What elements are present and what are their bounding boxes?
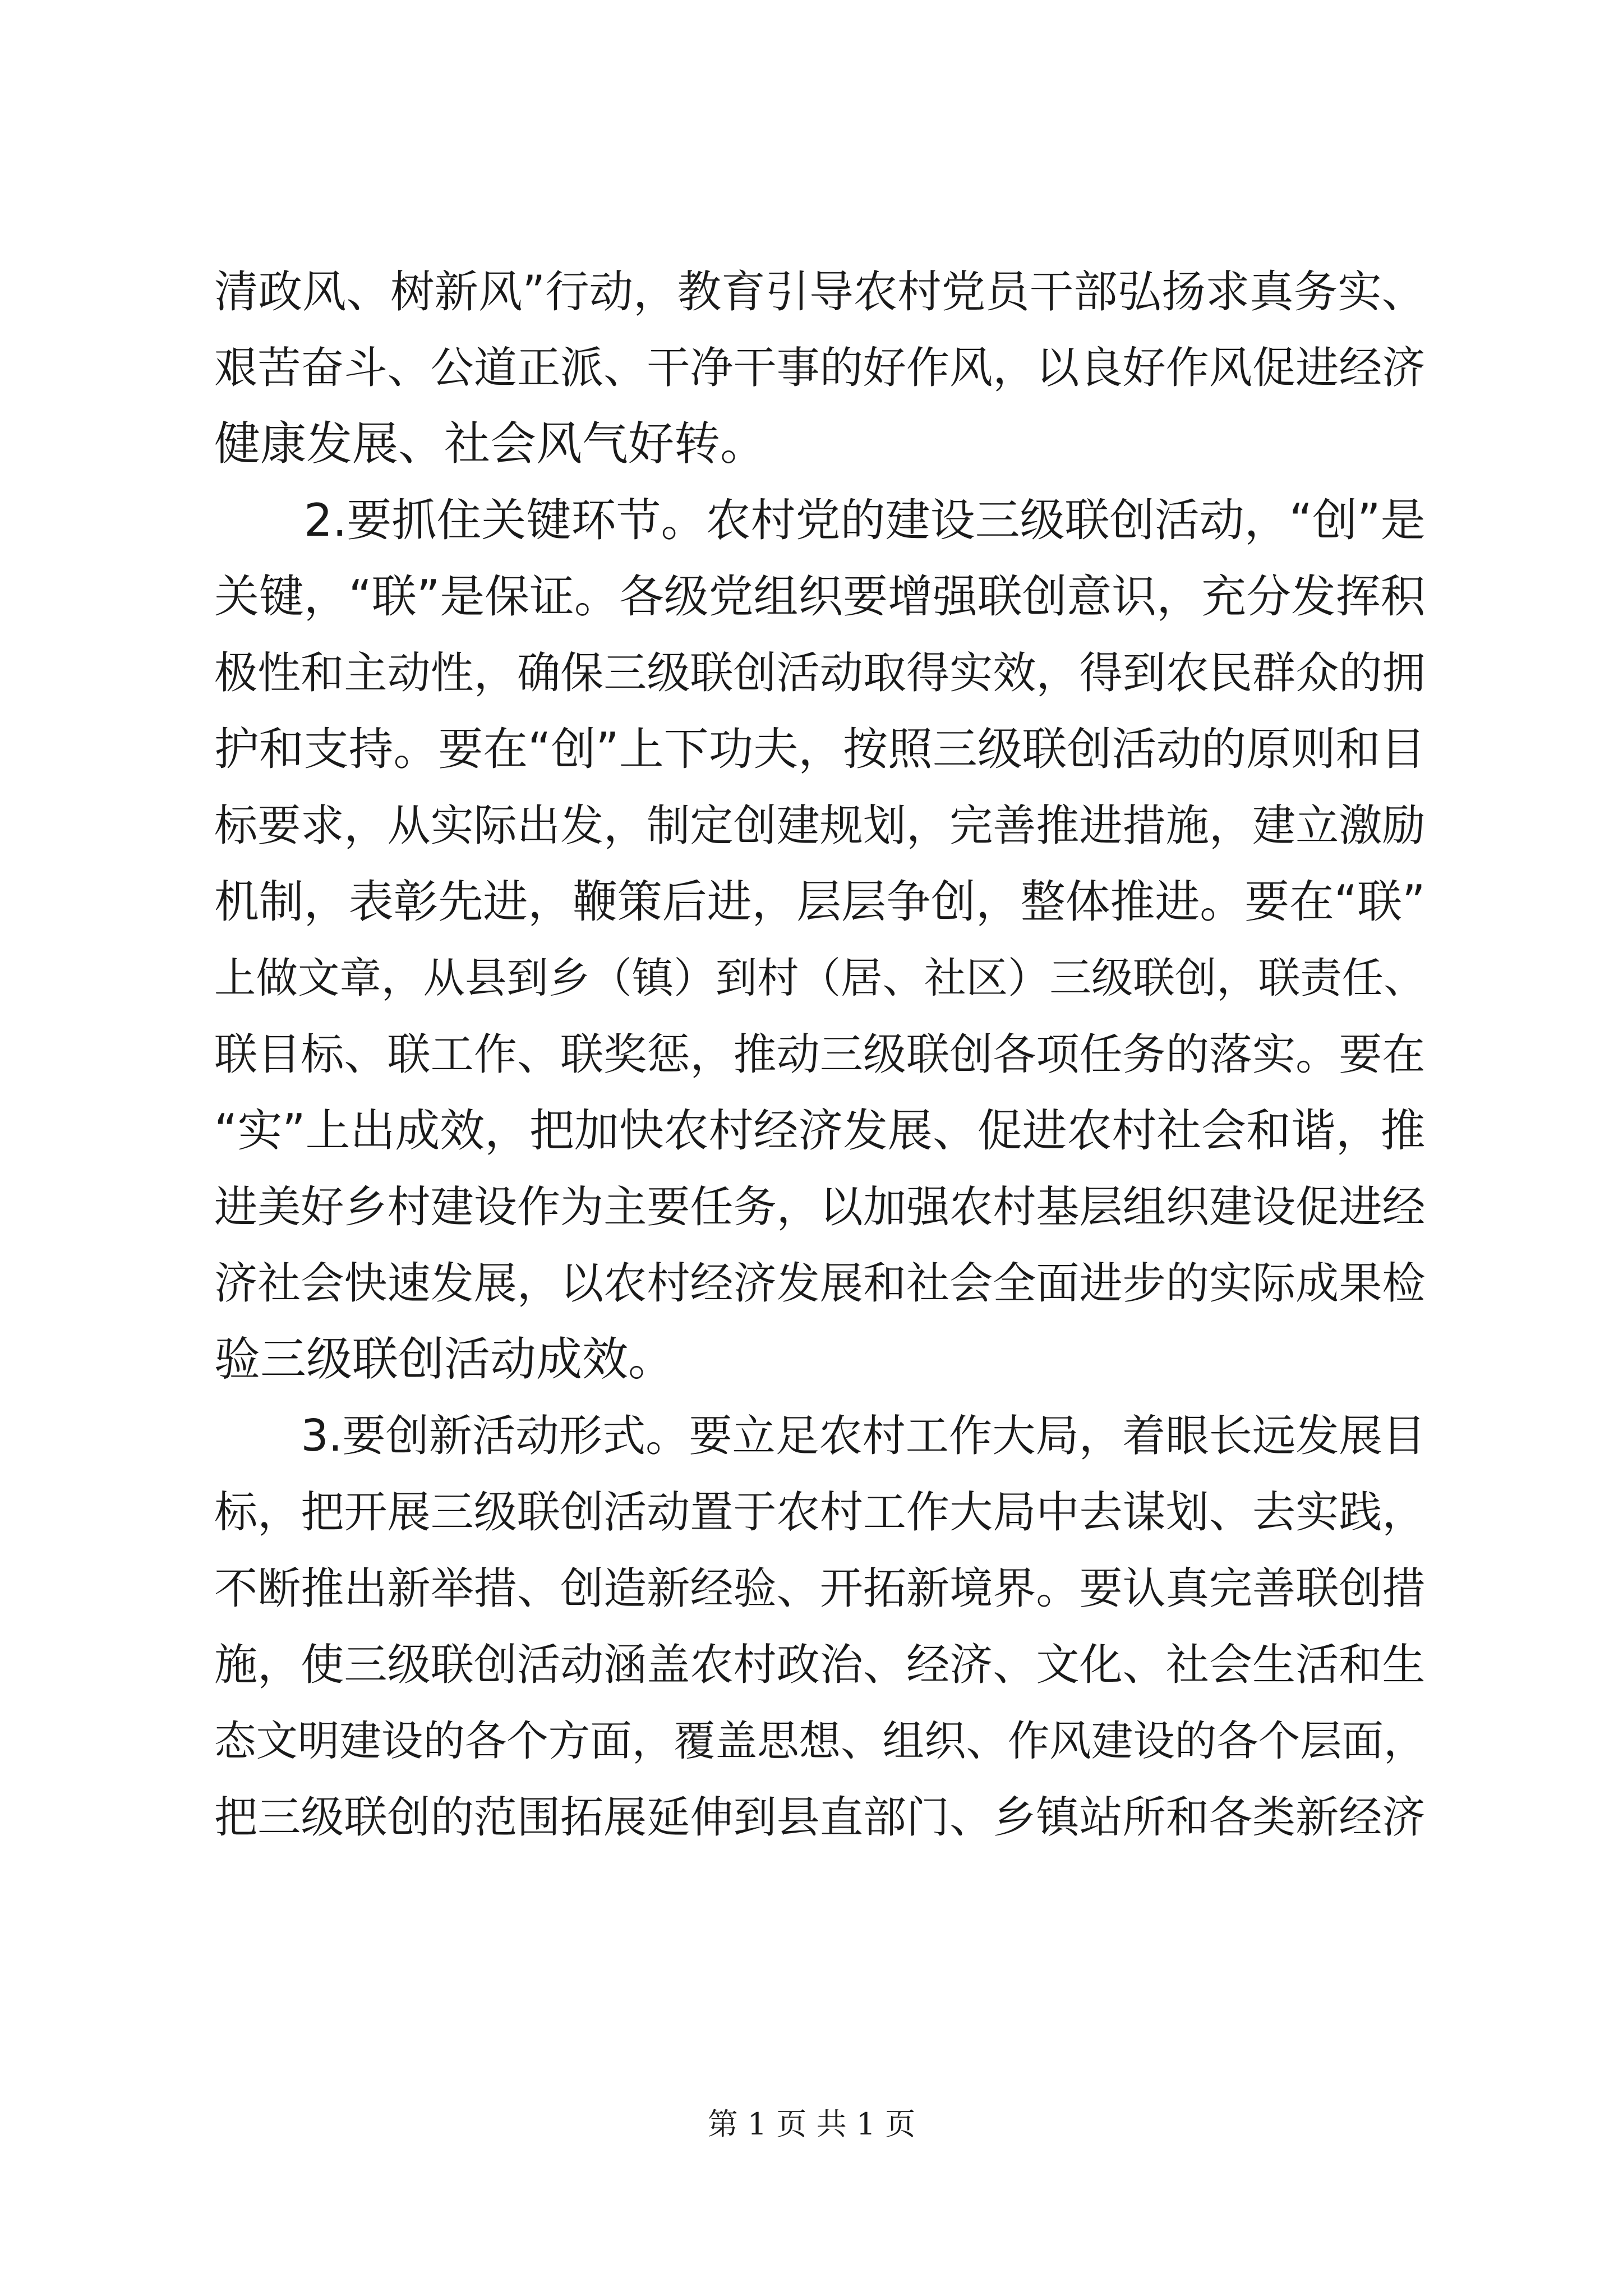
text-line: 护和支持。要在“创”上下功夫，按照三级联创活动的原则和目 (214, 723, 1426, 775)
text-line: “实”上出成效，把加快农村经济发展、促进农村社会和谐，推 (214, 1105, 1426, 1157)
text-line: 联目标、联工作、联奖惩，推动三级联创各项任务的落实。要在 (214, 1029, 1426, 1080)
text-line: 施，使三级联创活动涵盖农村政治、经济、文化、社会生活和生 (214, 1640, 1426, 1690)
text-line: 验三级联创活动成效。 (214, 1333, 675, 1386)
text-line: 艰苦奋斗、公道正派、干净干事的好作风，以良好作风促进经济 (214, 343, 1426, 393)
text-line: 关键，“联”是保证。各级党组织要增强联创意识，充分发挥积 (214, 570, 1426, 623)
text-line: 极性和主动性，确保三级联创活动取得实效，得到农民群众的拥 (214, 648, 1426, 698)
text-line: 标，把开展三级联创活动置于农村工作大局中去谋划、去实践， (214, 1487, 1426, 1538)
text-line: 2.要抓住关键环节。农村党的建设三级联创活动，“创”是 (214, 494, 1426, 546)
text-line: 3.要创新活动形式。要立足农村工作大局，着眼长远发展目 (214, 1411, 1426, 1461)
text-line: 态文明建设的各个方面，覆盖思想、组织、作风建设的各个层面， (214, 1717, 1426, 1765)
page-number-footer: 第 1 页 共 1 页 (707, 2106, 916, 2142)
text-line: 机制，表彰先进，鞭策后进，层层争创，整体推进。要在“联” (214, 876, 1426, 928)
text-line: 标要求，从实际出发，制定创建规划，完善推进措施，建立激励 (214, 800, 1426, 851)
text-line: 不断推出新举措、创造新经验、开拓新境界。要认真完善联创措 (214, 1563, 1426, 1614)
text-line: 进美好乡村建设作为主要任务，以加强农村基层组织建设促进经 (214, 1182, 1426, 1232)
text-line: 济社会快速发展，以农村经济发展和社会全面进步的实际成果检 (214, 1258, 1426, 1309)
text-line: 上做文章，从县到乡（镇）到村（居、社区）三级联创，联责任、 (214, 954, 1426, 1002)
text-line: 把三级联创的范围拓展延伸到县直部门、乡镇站所和各类新经济 (214, 1792, 1426, 1843)
text-line: 清政风、树新风”行动，教育引导农村党员干部弘扬求真务实、 (214, 266, 1426, 318)
text-line: 健康发展、社会风气好转。 (214, 417, 767, 471)
